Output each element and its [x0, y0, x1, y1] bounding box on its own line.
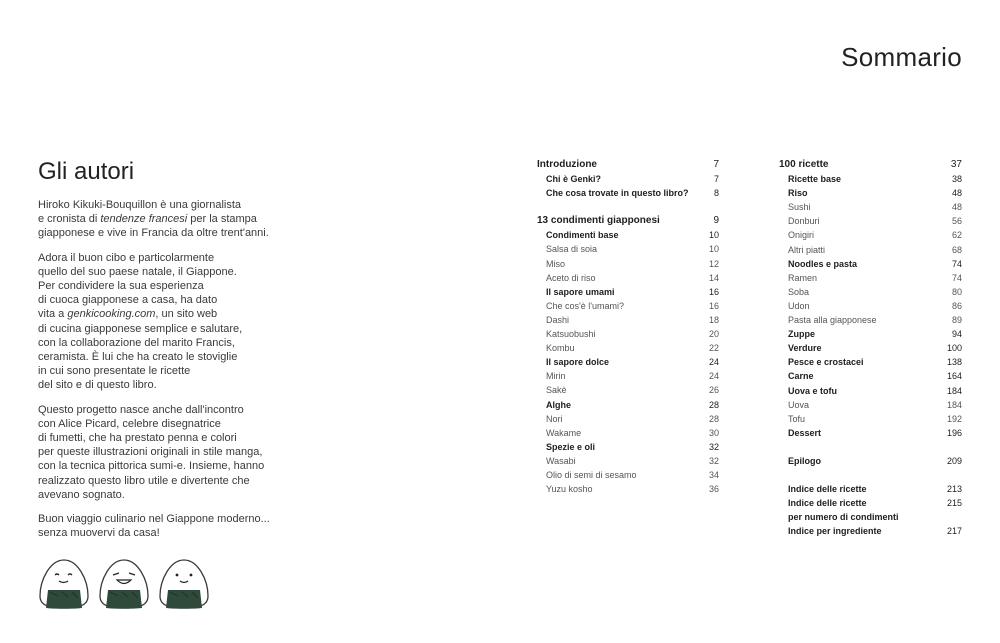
authors-section: [38, 158, 338, 550]
toc-entry-label: Aceto di riso: [546, 272, 596, 283]
toc-entry: [537, 172, 719, 186]
toc-page-number: 100: [946, 343, 962, 354]
paragraph-italic-text: tendenze francesi: [100, 213, 188, 226]
paragraph-text: Buon viaggio culinario nel Giappone moderno... senza muovervi da casa!: [38, 513, 270, 540]
toc-page-number: 38: [951, 174, 962, 185]
toc-chapter: [537, 158, 719, 172]
toc-entry-label: Pasta alla giapponese: [788, 315, 877, 326]
toc-page-number: 28: [708, 399, 719, 410]
toc-entry: [537, 271, 719, 285]
toc-entry-label: Nori: [546, 413, 563, 424]
toc-entry-label: Sushi: [788, 202, 811, 213]
toc-page-number: 184: [946, 385, 962, 396]
paragraph-text: , un sito web di cucina giapponese semplice e salutare, con la collaborazione del marito Francis, ceramista. È lui che ha creato le stoviglie in cui sono presentate le ricette del sito e di questo libro.: [38, 308, 243, 392]
toc-page-number: 36: [708, 484, 719, 495]
toc-page-number: 16: [708, 286, 719, 297]
toc-entry-label: Uova e tofu: [788, 385, 838, 396]
toc-entry: [779, 271, 962, 285]
toc-page-number: 7: [713, 174, 719, 185]
paragraph-text: Hiroko Kikuki-Bouquillon è una giornalista e cronista di: [38, 199, 242, 226]
toc-page-number: 26: [708, 385, 719, 396]
toc-entry: [537, 482, 719, 496]
toc-entry-label: Riso: [788, 188, 808, 199]
toc-entry: [779, 313, 962, 327]
toc-entry: [779, 482, 962, 496]
page-title: Sommario: [841, 42, 962, 72]
toc-page-number: 209: [946, 455, 962, 466]
toc-entry-label: Indice delle ricette: [788, 483, 867, 494]
toc-entry: [537, 186, 719, 200]
onigiri-illustration: [36, 556, 216, 610]
toc-entry-label: Epilogo: [788, 455, 821, 466]
toc-page-number: 37: [950, 159, 962, 170]
paragraph-text: per la stampa giapponese e vive in Francia da oltre trent'anni.: [38, 213, 269, 240]
onigiri-icon: [160, 560, 208, 609]
toc-page-number: 48: [951, 202, 962, 213]
authors-paragraph: [38, 512, 338, 540]
toc-chapter: [537, 214, 719, 228]
onigiri-trio-icon: [36, 556, 216, 610]
toc-entry-label: Yuzu kosho: [546, 484, 593, 495]
toc-page-number: 14: [708, 272, 719, 283]
toc-entry-label: Onigiri: [788, 230, 815, 241]
toc-page-number: 215: [946, 498, 962, 509]
toc-entry: [537, 369, 719, 383]
toc-page-number: 34: [708, 469, 719, 480]
toc-page-number: 32: [708, 455, 719, 466]
toc-page-number: 28: [708, 413, 719, 424]
toc-entry: [537, 228, 719, 242]
toc-entry-label: Chi è Genki?: [546, 174, 602, 185]
toc-page-number: 7: [713, 159, 719, 170]
authors-heading: Gli autori: [38, 158, 135, 185]
toc-page-number: 12: [708, 258, 719, 269]
toc-page-number: 89: [951, 315, 962, 326]
toc-entry: [779, 243, 962, 257]
toc-page-number: 74: [951, 258, 962, 269]
toc-page-number: 20: [708, 329, 719, 340]
paragraph-text: Questo progetto nasce anche dall'incontro con Alice Picard, celebre disegnatrice di fumetti, che ha prestato penna e colori per queste illustrazioni originali in stile manga, con la tecnica pittorica sumi-e. Insieme, hanno realizzato questo libro utile e divertente che avevano sognato.: [38, 403, 265, 501]
toc-entry-label: Pesce e crostacei: [788, 357, 864, 368]
toc-entry: [779, 398, 962, 412]
toc-entry: [779, 214, 962, 228]
toc-page-number: 86: [951, 300, 962, 311]
toc-page-number: 74: [951, 272, 962, 283]
toc-entry-label: Olio di semi di sesamo: [546, 469, 637, 480]
toc-entry-label: Spezie e oli: [546, 441, 596, 452]
authors-paragraph: [38, 251, 338, 393]
toc-entry-label: Sakè: [546, 385, 567, 396]
toc-page-number: 24: [708, 371, 719, 382]
toc-entry: [537, 242, 719, 256]
toc-entry: [779, 355, 962, 369]
toc-page-number: 217: [946, 526, 962, 537]
toc-entry-label: 100 ricette: [779, 159, 829, 170]
toc-entry: [779, 369, 962, 383]
toc-entry-label: Che cosa trovate in questo libro?: [546, 188, 689, 199]
toc-entry-label: 13 condimenti giapponesi: [537, 215, 660, 227]
toc-spacer: [779, 468, 962, 482]
toc-entry-label: Indice per ingrediente: [788, 526, 882, 537]
toc-page-number: 213: [946, 483, 962, 494]
toc-entry: [779, 496, 962, 524]
toc-entry: [537, 285, 719, 299]
toc-entry-label: Dessert: [788, 427, 822, 438]
toc-entry: [779, 172, 962, 186]
toc-entry: [779, 186, 962, 200]
toc-page-number: 24: [708, 357, 719, 368]
toc-page-number: 80: [951, 286, 962, 297]
toc-entry-label: Donburi: [788, 216, 820, 227]
authors-paragraph: [38, 403, 338, 502]
toc-entry-label: Che cos'è l'umami?: [546, 300, 624, 311]
toc-spacer: [779, 440, 962, 454]
toc-entry-label: Kombu: [546, 343, 575, 354]
toc-page-number: 18: [708, 314, 719, 325]
toc-entry-label: Soba: [788, 286, 810, 297]
toc-entry-label: Introduzione: [537, 159, 597, 170]
toc-entry: [779, 228, 962, 242]
toc-entry: [537, 313, 719, 327]
toc-entry: [537, 257, 719, 271]
toc-entry: [779, 327, 962, 341]
toc-page-number: 56: [951, 216, 962, 227]
toc-entry-label: Il sapore umami: [546, 286, 615, 297]
toc-page-number: 10: [708, 244, 719, 255]
toc-entry-label: Carne: [788, 371, 814, 382]
toc-entry-label: Verdure: [788, 343, 822, 354]
toc-entry-label: Wasabi: [546, 455, 576, 466]
toc-page-number: 10: [708, 230, 719, 241]
toc-entry: [537, 383, 719, 397]
toc-entry-label: Katsuobushi: [546, 329, 596, 340]
toc-page-number: 22: [708, 343, 719, 354]
toc-entry: [779, 426, 962, 440]
onigiri-icon: [100, 560, 148, 609]
toc-entry-label: Dashi: [546, 314, 570, 325]
onigiri-icon: [40, 560, 88, 609]
toc-column-right: [779, 158, 962, 538]
toc-page-number: 94: [951, 329, 962, 340]
toc-entry: [779, 412, 962, 426]
toc-entry-label: Udon: [788, 300, 810, 311]
toc-entry: [537, 468, 719, 482]
paragraph-italic-text: genkicooking.com: [67, 308, 156, 321]
toc-entry-label: Ramen: [788, 272, 818, 283]
toc-page-number: 196: [946, 427, 962, 438]
toc-entry-label: Tofu: [788, 413, 806, 424]
toc-entry: [779, 384, 962, 398]
toc-entry: [537, 299, 719, 313]
toc-entry: [779, 200, 962, 214]
toc-entry: [537, 355, 719, 369]
toc-entry: [779, 454, 962, 468]
authors-body: [38, 198, 338, 540]
toc-page-number: 192: [946, 413, 962, 424]
toc-entry-label: Miso: [546, 258, 566, 269]
toc-entry: [537, 327, 719, 341]
toc-page-number: 184: [946, 399, 962, 410]
toc-entry-label: Altri piatti: [788, 244, 826, 255]
toc-entry-label: Condimenti base: [546, 230, 619, 241]
toc-page-number: 68: [951, 244, 962, 255]
toc-page-number: 32: [708, 441, 719, 452]
toc-chapter: [779, 158, 962, 172]
toc-page-number: 164: [946, 371, 962, 382]
toc-entry: [537, 440, 719, 454]
toc-entry-label: Zuppe: [788, 329, 815, 340]
toc-page-number: 9: [713, 215, 719, 227]
toc-entry: [537, 341, 719, 355]
toc-entry: [779, 285, 962, 299]
toc-entry-label: Il sapore dolce: [546, 357, 610, 368]
toc-entry-label: Wakame: [546, 427, 582, 438]
toc-page-number: 48: [951, 188, 962, 199]
toc-entry: [779, 257, 962, 271]
toc-entry: [779, 341, 962, 355]
toc-entry-label: Indice delle ricette per numero di condimenti: [788, 498, 899, 523]
toc-entry-label: Alghe: [546, 399, 572, 410]
authors-paragraph: [38, 198, 338, 241]
toc-page-number: 138: [946, 357, 962, 368]
toc-entry: [537, 398, 719, 412]
toc-column-left: [537, 158, 719, 496]
toc-entry-label: Mirin: [546, 371, 566, 382]
toc-entry: [779, 299, 962, 313]
toc-entry-label: Noodles e pasta: [788, 258, 858, 269]
paragraph-text: Adora il buon cibo e particolarmente quello del suo paese natale, il Giappone. Per condividere la sua esperienza di cuoca giapponese a casa, ha dato vita a: [38, 251, 237, 321]
toc-entry: [537, 454, 719, 468]
toc-page-number: 62: [951, 230, 962, 241]
toc-entry-label: Ricette base: [788, 174, 842, 185]
toc-page-number: 30: [708, 427, 719, 438]
toc-spacer: [537, 200, 719, 214]
toc-entry-label: Salsa di soia: [546, 244, 598, 255]
toc-entry: [537, 412, 719, 426]
toc-entry-label: Uova: [788, 399, 810, 410]
toc-entry: [779, 524, 962, 538]
toc-page-number: 8: [713, 188, 719, 199]
toc-entry: [537, 426, 719, 440]
toc-page-number: 16: [708, 300, 719, 311]
